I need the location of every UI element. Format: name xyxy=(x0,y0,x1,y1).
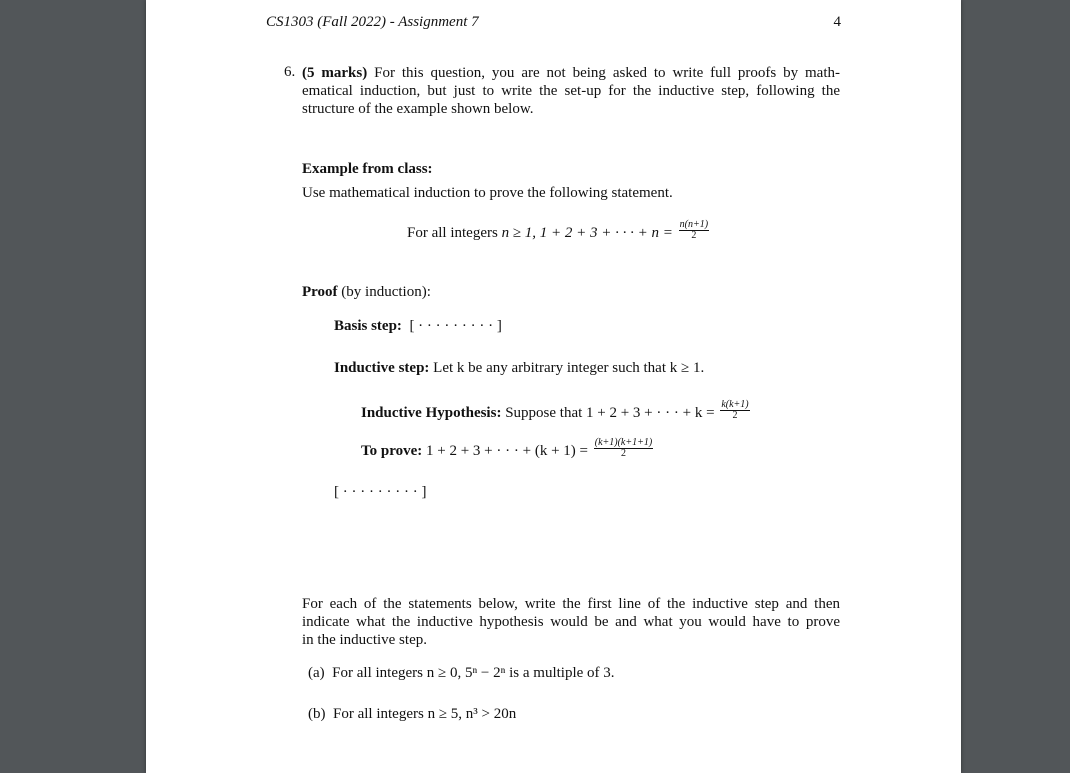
example-instruction: Use mathematical induction to prove the following statement. xyxy=(302,185,673,201)
task-paragraph xyxy=(302,595,840,649)
end-placeholder: [ · · · · · · · · · ] xyxy=(334,484,427,500)
page-header-title: CS1303 (Fall 2022) - Assignment 7 xyxy=(266,14,479,30)
question-intro xyxy=(302,64,840,118)
hypothesis-fraction: $\frac{k(k+1)}{2}$ xyxy=(721,399,749,421)
task-item-label: (a) xyxy=(308,665,325,681)
to-prove-fraction: $\frac{(k+1)(k+1+1)}{2}$ xyxy=(594,437,653,459)
document-page xyxy=(146,0,961,773)
inductive-hypothesis: Inductive Hypothesis: Suppose that 1 + 2 + 3 + · · · + k = $\frac{k(k+1)}{2}$ xyxy=(361,399,749,421)
intro-line-1: For this question, you are not being asked to write full proofs by math- xyxy=(374,65,841,81)
inductive-step: Inductive step: Let k be any arbitrary integer such that k ≥ 1. xyxy=(334,360,705,376)
question-number: 6. xyxy=(284,64,296,80)
task-line-2: indicate what the inductive hypothesis would be and what you would have to prove xyxy=(302,614,840,630)
basis-step: Basis step: [ · · · · · · · · · ] xyxy=(334,318,502,334)
basis-placeholder: [ · · · · · · · · · ] xyxy=(409,318,502,334)
question-marks: (5 marks) xyxy=(302,65,368,81)
to-prove: To prove: 1 + 2 + 3 + · · · + (k + 1) = $\frac{(k+1)(k+1+1)}{2}$ xyxy=(361,437,653,459)
intro-line-3: structure of the example shown below. xyxy=(302,101,534,117)
task-line-3: in the inductive step. xyxy=(302,632,427,648)
example-heading: Example from class: xyxy=(302,161,433,177)
task-line-1: For each of the statements below, write the first line of the inductive step and then xyxy=(302,596,840,612)
example-fraction: $\frac{n(n+1)}{2}$ xyxy=(679,219,709,241)
task-item-b xyxy=(308,706,516,723)
task-item-text: For all integers n ≥ 5, n³ > 20n xyxy=(333,706,517,722)
example-statement: For all integers n ≥ 1, 1 + 2 + 3 + · · · + n = $\frac{n(n+1)}{2}$ xyxy=(407,219,709,241)
intro-line-2: ematical induction, but just to write the set-up for the inductive step, following the xyxy=(302,83,840,99)
page-number: 4 xyxy=(833,14,841,30)
proof-heading: Proof (by induction): xyxy=(302,284,431,300)
task-item-a xyxy=(308,665,615,682)
task-item-label: (b) xyxy=(308,706,326,722)
task-item-text: For all integers n ≥ 0, 5ⁿ − 2ⁿ is a multiple of 3. xyxy=(332,665,615,681)
